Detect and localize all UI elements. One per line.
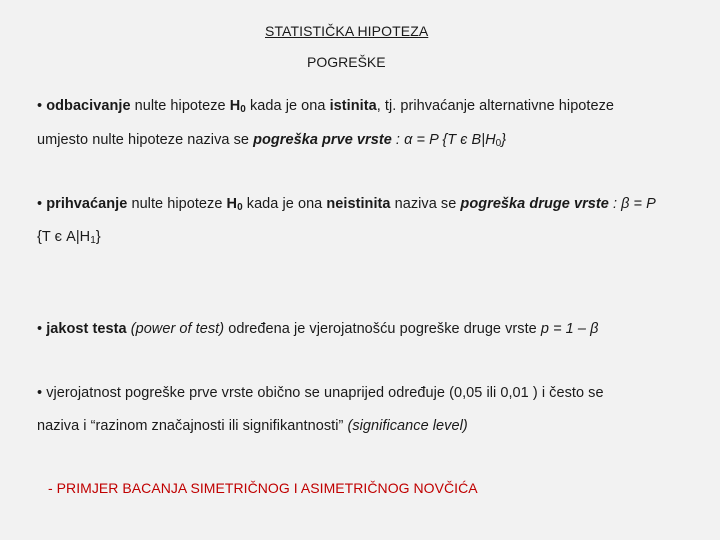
formula-close: } — [501, 132, 507, 148]
bullet-1-line-2 — [37, 132, 506, 148]
term-odbacivanje: odbacivanje — [46, 98, 131, 114]
bullet-3-line-1 — [37, 321, 598, 337]
hypothesis-subscript: 0 — [237, 202, 243, 213]
bullet-4-line-1 — [37, 385, 604, 401]
text: kada je ona — [242, 196, 327, 212]
text: određena je vjerojatnošću pogreške druge vrste — [224, 321, 541, 337]
formula-beta: : β = P — [608, 196, 656, 212]
formula-set: {T є A|H — [37, 229, 91, 245]
term-jakost-testa: jakost testa — [46, 321, 127, 337]
bullet-marker: • — [37, 98, 47, 114]
formula-close: } — [95, 229, 101, 245]
text: naziva se — [390, 196, 461, 212]
formula-subscript: 0 — [495, 138, 502, 149]
term-significance-level: (significance level) — [347, 418, 468, 434]
hypothesis-subscript: 0 — [240, 104, 246, 115]
example-link: - PRIMJER BACANJA SIMETRIČNOG I ASIMETRIČNOG NOVČIĆA — [48, 480, 478, 496]
bullet-marker: • — [37, 321, 47, 337]
bullet-2-line-1 — [37, 196, 656, 212]
term-pogreska-prve-vrste: pogreška prve vrste — [253, 132, 392, 148]
text: naziva i “razinom značajnosti ili signifikantnosti” — [37, 418, 348, 434]
formula-power: p = 1 – β — [540, 321, 599, 337]
text: nulte hipoteze — [127, 196, 227, 212]
bullet-2-line-2 — [37, 229, 101, 245]
term-pogreska-druge-vrste: pogreška druge vrste — [460, 196, 609, 212]
text: kada je ona — [245, 98, 330, 114]
text: nulte hipoteze — [130, 98, 230, 114]
bullet-4-line-2 — [37, 418, 468, 434]
text: , tj. prihvaćanje alternativne hipoteze — [376, 98, 615, 114]
term-istinita: istinita — [329, 98, 377, 114]
bullet-1-line-1 — [37, 98, 614, 114]
page-subtitle: POGREŠKE — [307, 54, 386, 70]
formula-subscript: 1 — [90, 235, 96, 246]
text: umjesto nulte hipoteze naziva se — [37, 132, 254, 148]
term-prihvacanje: prihvaćanje — [46, 196, 128, 212]
bullet-marker: • — [37, 196, 47, 212]
term-neistinita: neistinita — [326, 196, 391, 212]
text: • vjerojatnost pogreške prve vrste obično se unaprijed određuje (0,05 ili 0,01 ) i često se — [37, 385, 604, 401]
formula-alpha: : α = P {T є B|H — [391, 132, 496, 148]
hypothesis-symbol: H — [226, 196, 238, 212]
page-title: STATISTIČKA HIPOTEZA — [265, 23, 429, 39]
term-power-of-test: (power of test) — [130, 321, 225, 337]
hypothesis-symbol: H — [229, 98, 241, 114]
